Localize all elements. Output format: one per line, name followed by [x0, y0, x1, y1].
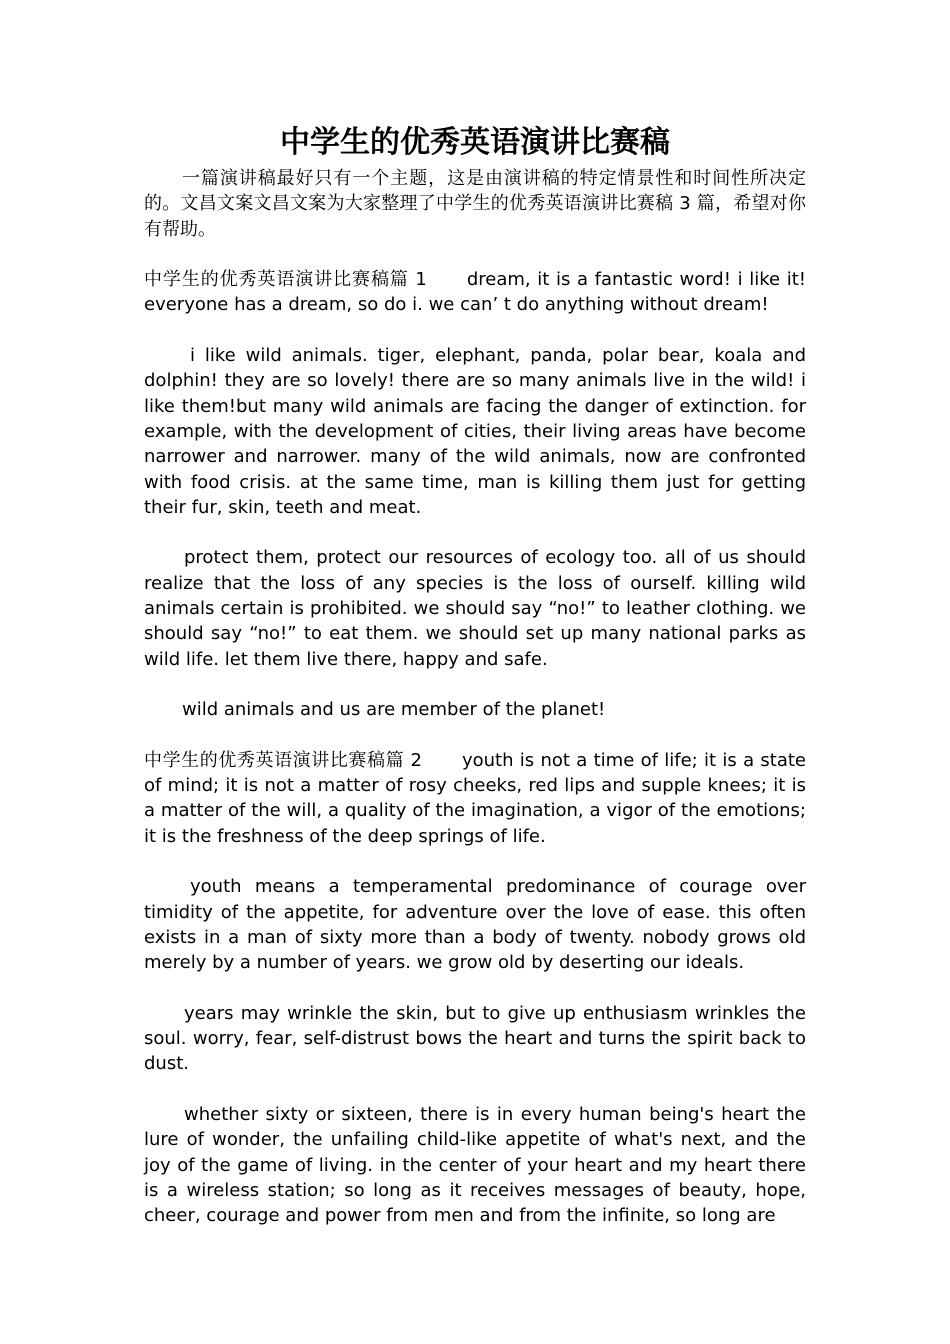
paragraph-gap	[144, 849, 806, 874]
speech2-paragraph-1: youth is not a time of life; it is a state of mind; it is not a matter of rosy cheeks, red lips and supple knees; it is a matter of the will, a quality of the imagination, a vigor of the emotions; it is the freshness of the deep springs of life.	[144, 749, 807, 847]
speech1-paragraph-3: protect them, protect our resources of ecology too. all of us should realize that the loss of any species is the loss of ourself. killing wild animals certain is prohibited. we should say “no!” to leather clothing. we should say “no!” to eat them. we should set up many national parks as wild life. let them live there, happy and safe.	[144, 547, 806, 670]
speech1-paragraph-1: dream, it is a fantastic word! i like it! everyone has a dream, so do i. we can’ t do anything without dream!	[144, 269, 806, 316]
speech2-heading: 中学生的优秀英语演讲比赛稿篇 2	[144, 749, 422, 771]
paragraph-gap	[144, 723, 806, 748]
speech2-first-paragraph	[144, 748, 806, 849]
document-title: 中学生的优秀英语演讲比赛稿	[280, 125, 670, 160]
paragraph-gap	[144, 318, 806, 343]
speech1-heading: 中学生的优秀英语演讲比赛稿篇 1	[144, 269, 427, 291]
intro-paragraph: 一篇演讲稿最好只有一个主题，这是由演讲稿的特定情景性和时间性所决定的。文昌文案文昌文案为大家整理了中学生的优秀英语演讲比赛稿 3 篇，希望对你有帮助。	[144, 168, 806, 240]
speech1-paragraph-2: i like wild animals. tiger, elephant, panda, polar bear, koala and dolphin! they are so lovely! there are so many animals live in the wild! i like them!but many wild animals are facing the danger of extinction. for example, with the development of cities, their living areas have become narrower and narrower. many of the wild animals, now are confronted with food crisis. at the same time, man is killing them just for getting their fur, skin, teeth and meat.	[144, 345, 806, 518]
speech2-paragraph-4: whether sixty or sixteen, there is in every human being's heart the lure of wonder, the unfailing child-like appetite of what's next, and the joy of the game of living. in the center of your heart and my heart there is a wireless station; so long as it receives messages of beauty, hope, cheer, courage and power from men and from the infinite, so long are	[144, 1103, 806, 1227]
paragraph-gap	[144, 1077, 806, 1102]
speech1-first-paragraph	[144, 267, 806, 318]
paragraph-gap	[144, 976, 806, 1001]
document-body	[144, 120, 806, 1228]
paragraph-gap	[144, 520, 806, 545]
paragraph-gap	[144, 242, 806, 267]
speech2-paragraph-3: years may wrinkle the skin, but to give up enthusiasm wrinkles the soul. worry, fear, self-distrust bows the heart and turns the spirit back to dust.	[144, 1002, 806, 1075]
speech1-paragraph-4: wild animals and us are member of the planet!	[182, 699, 606, 721]
speech2-paragraph-2: youth means a temperamental predominance of courage over timidity of the appetite, for adventure over the love of ease. this often exists in a man of sixty more than a body of twenty. nobody grows old merely by a number of years. we grow old by deserting our ideals.	[144, 876, 806, 974]
paragraph-gap	[144, 672, 806, 697]
